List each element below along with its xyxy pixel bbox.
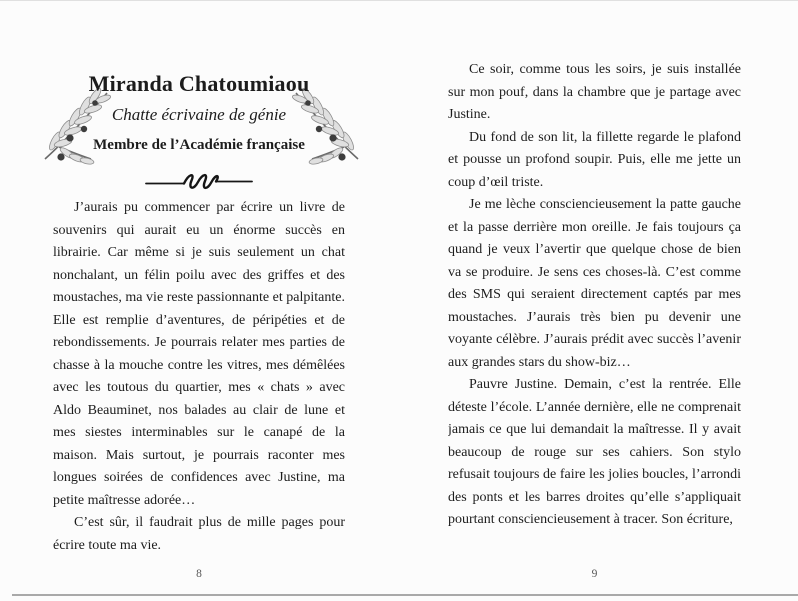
body-paragraph: Je me lèche consciencieusement la patte gauche et la passe derrière mon oreille. Je fais toujours ça quand je veux l’avertir que quelque chose de bien va se produire. Je sens ces choses-là. C’est comme des SMS qui seraient directement captés par mes moustaches. J’aurais très bien pu devenir une voyante célèbre. J’aurais prédit avec succès l’avenir aux grandes stars du show-biz… xyxy=(448,197,741,370)
right-page-text xyxy=(448,59,741,561)
page-right xyxy=(448,1,741,601)
page-number-right: 9 xyxy=(591,568,598,580)
author-name: Miranda Chatoumiaou xyxy=(88,71,310,96)
body-paragraph: J’aurais pu commencer par écrire un livre de souvenirs qui aurait eu un énorme succès en librairie. Car même si je suis seulement un chat nonchalant, un félin poilu avec des griffes et des moustaches, ma vie reste passionnante et palpitante. Elle est remplie d’aventures, de péripéties et de rebondissements. Je pourrais relater mes parties de chasse à la mouche contre les vitres, mes démêlées avec les toutous du quartier, mes « chats » avec Aldo Beauminet, nos balades au clair de lune et mes siestes interminables sur le canapé de la maison. Mais surtout, je pourrais raconter mes longues soirées de confidences avec Justine, ma petite maîtresse adorée… xyxy=(53,200,345,508)
body-paragraph: Ce soir, comme tous les soirs, je suis installée sur mon pouf, dans la chambre que je partage avec Justine. xyxy=(448,62,741,122)
page-number-left: 8 xyxy=(196,568,202,580)
body-paragraph: C’est sûr, il faudrait plus de mille pages pour écrire toute ma vie. xyxy=(53,515,345,553)
body-paragraph: Pauvre Justine. Demain, c’est la rentrée. Elle déteste l’école. L’année dernière, elle ne comprenait jamais ce que lui demandait la maîtresse. Il y avait beaucoup de rouge sur ses cahiers. Son stylo refusait toujours de faire les jolies boucles, l’arrondi des ponts et les barres droites qu’elle s’appliquait pourtant consciencieusement à tracer. Son écriture, xyxy=(448,377,741,527)
page-bottom-edge xyxy=(12,594,798,596)
left-page-text xyxy=(53,197,345,559)
rope-twist-divider-icon xyxy=(53,170,345,199)
author-role: Chatte écrivaine de génie xyxy=(111,105,287,124)
chapter-header xyxy=(53,71,345,154)
page-left xyxy=(53,1,345,601)
author-affiliation: Membre de l’Académie française xyxy=(93,137,305,153)
body-paragraph: Du fond de son lit, la fillette regarde le plafond et pousse un profond soupir. Puis, elle me jette un coup d’œil triste. xyxy=(448,129,741,190)
